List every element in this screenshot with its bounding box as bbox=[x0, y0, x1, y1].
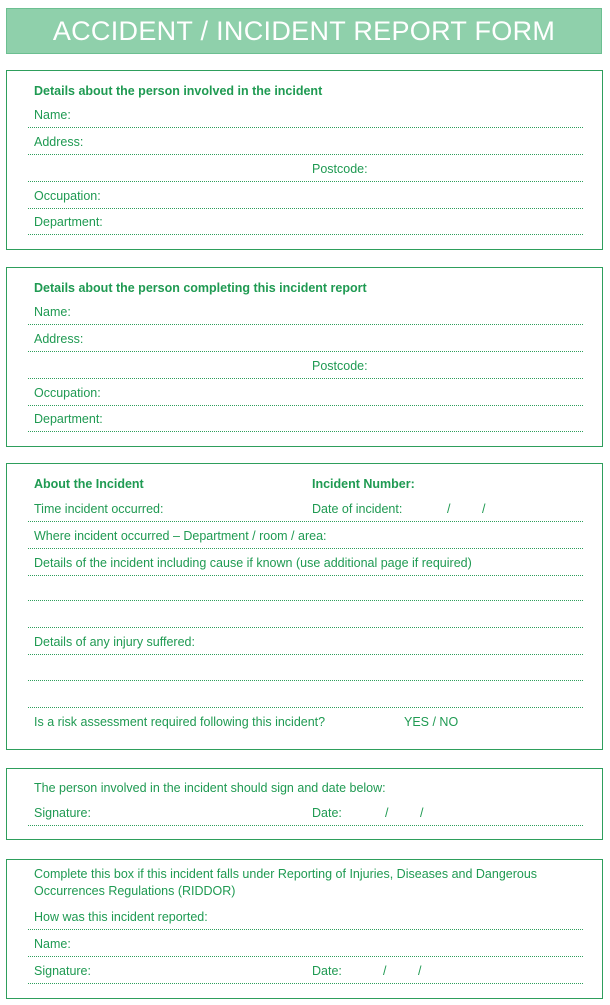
risk-assessment-question: Is a risk assessment required following this incident? bbox=[34, 715, 326, 729]
riddor-signature-date-row[interactable] bbox=[28, 961, 583, 984]
signature-label: Signature: bbox=[34, 964, 91, 978]
person-completing-occupation-field[interactable] bbox=[28, 383, 583, 406]
incident-time-date-row[interactable] bbox=[28, 499, 583, 522]
date-separator: / bbox=[482, 502, 486, 516]
incident-location-field[interactable] bbox=[28, 526, 583, 549]
incident-details-field[interactable] bbox=[28, 553, 583, 576]
address-label: Address: bbox=[34, 135, 84, 149]
person-completing-heading-row bbox=[28, 278, 583, 300]
signoff-instruction-row bbox=[28, 778, 583, 800]
incident-details-label: Details of the incident including cause if known (use additional page if required) bbox=[34, 556, 472, 570]
form-title: ACCIDENT / INCIDENT REPORT FORM bbox=[52, 15, 556, 46]
postcode-label: Postcode: bbox=[312, 359, 368, 373]
person-involved-postcode-field[interactable] bbox=[28, 159, 583, 182]
person-involved-heading-row bbox=[28, 81, 583, 103]
riddor-how-reported-field[interactable] bbox=[28, 907, 583, 930]
person-completing-name-field[interactable] bbox=[28, 302, 583, 325]
injury-details-label: Details of any injury suffered: bbox=[34, 635, 195, 649]
person-completing-department-field[interactable] bbox=[28, 409, 583, 432]
date-separator: / bbox=[383, 964, 387, 978]
incident-heading: About the Incident bbox=[34, 477, 144, 491]
incident-section bbox=[6, 463, 603, 750]
postcode-label: Postcode: bbox=[312, 162, 368, 176]
date-separator: / bbox=[418, 964, 422, 978]
occupation-label: Occupation: bbox=[34, 189, 101, 203]
injury-details-line[interactable] bbox=[28, 658, 583, 681]
name-label: Name: bbox=[34, 305, 71, 319]
yes-no-option[interactable]: YES / NO bbox=[404, 715, 459, 729]
signoff-signature-date-row[interactable] bbox=[28, 803, 583, 826]
name-label: Name: bbox=[34, 108, 71, 122]
incident-number-label: Incident Number: bbox=[312, 477, 415, 491]
signoff-instruction: The person involved in the incident should sign and date below: bbox=[34, 781, 386, 795]
person-completing-heading: Details about the person completing this incident report bbox=[34, 281, 367, 295]
person-involved-section bbox=[6, 70, 603, 250]
form-title-banner bbox=[6, 8, 602, 54]
injury-details-line[interactable] bbox=[28, 685, 583, 708]
how-reported-label: How was this incident reported: bbox=[34, 910, 208, 924]
department-label: Department: bbox=[34, 412, 103, 426]
incident-details-line[interactable] bbox=[28, 578, 583, 601]
incident-time-label: Time incident occurred: bbox=[34, 502, 164, 516]
occupation-label: Occupation: bbox=[34, 386, 101, 400]
incident-heading-row bbox=[28, 474, 583, 496]
risk-assessment-row bbox=[28, 712, 583, 734]
date-separator: / bbox=[447, 502, 451, 516]
incident-date-label: Date of incident: bbox=[312, 502, 403, 516]
signoff-section bbox=[6, 768, 603, 840]
date-separator: / bbox=[420, 806, 424, 820]
riddor-section bbox=[6, 859, 603, 999]
riddor-instruction: Complete this box if this incident falls under Reporting of Injuries, Diseases and Dangerous Occurrences Regulations (RIDDOR) bbox=[34, 867, 538, 898]
date-label: Date: bbox=[312, 806, 342, 820]
incident-location-label: Where incident occurred – Department / room / area: bbox=[34, 529, 327, 543]
person-involved-address-field[interactable] bbox=[28, 132, 583, 155]
person-completing-postcode-field[interactable] bbox=[28, 356, 583, 379]
person-involved-occupation-field[interactable] bbox=[28, 186, 583, 209]
person-involved-heading: Details about the person involved in the incident bbox=[34, 84, 323, 98]
injury-details-field[interactable] bbox=[28, 632, 583, 655]
person-completing-section bbox=[6, 267, 603, 447]
name-label: Name: bbox=[34, 937, 71, 951]
date-label: Date: bbox=[312, 964, 342, 978]
person-involved-department-field[interactable] bbox=[28, 212, 583, 235]
person-involved-name-field[interactable] bbox=[28, 105, 583, 128]
riddor-name-field[interactable] bbox=[28, 934, 583, 957]
department-label: Department: bbox=[34, 215, 103, 229]
address-label: Address: bbox=[34, 332, 84, 346]
signature-label: Signature: bbox=[34, 806, 91, 820]
person-completing-address-field[interactable] bbox=[28, 329, 583, 352]
incident-details-line[interactable] bbox=[28, 605, 583, 628]
date-separator: / bbox=[385, 806, 389, 820]
